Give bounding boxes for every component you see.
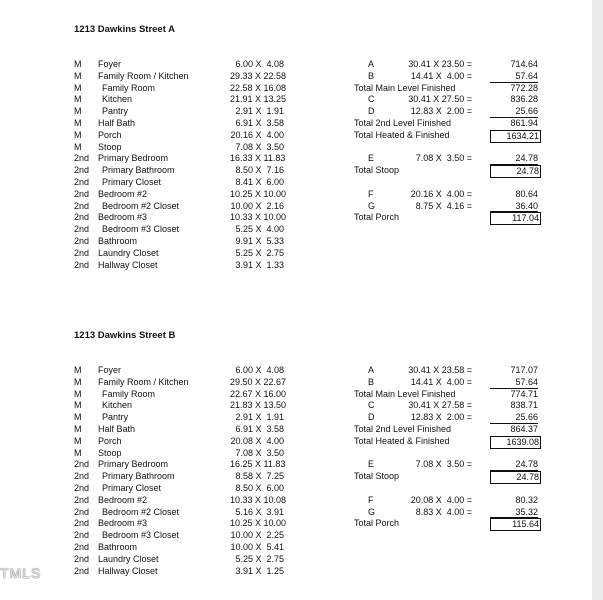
room-dimensions: 29.50 X 22.67 — [230, 376, 287, 387]
room-name: Bedroom #2 Closet — [102, 506, 180, 517]
room-dimensions: 21.83 X 13.50 — [230, 400, 287, 411]
area-calc-row — [0, 518, 560, 530]
area-formula: 14.41 X 4.00 = — [410, 376, 472, 387]
room-name: Hallway Closet — [98, 565, 158, 576]
area-label: Total Heated & Finished — [354, 129, 450, 140]
room-dimensions: 2.91 X 1.91 — [235, 412, 284, 423]
area-calc-row — [0, 118, 560, 130]
area-label: Total Stoop — [354, 165, 400, 176]
area-calc-row — [0, 448, 560, 460]
room-dimensions: 20.08 X 4.00 — [230, 435, 284, 446]
area-calc-row — [0, 94, 560, 106]
room-level: 2nd — [74, 165, 90, 176]
area-value: 717.07 — [510, 365, 538, 375]
area-label: Total Main Level Finished — [354, 388, 456, 399]
area-value: 838.71 — [510, 400, 538, 411]
room-level: 2nd — [74, 471, 90, 482]
area-total-boxed: 1639.08 — [490, 436, 541, 449]
room-name: Foyer — [98, 59, 122, 69]
room-dimensions: 16.33 X 11.83 — [230, 153, 286, 164]
area-label: Total 2nd Level Finished — [354, 118, 452, 128]
room-row — [0, 236, 300, 248]
room-name: Primary Bedroom — [98, 153, 169, 164]
room-name: Kitchen — [102, 94, 133, 105]
room-dimensions: 7.08 X 3.50 — [235, 141, 284, 152]
area-calc-row — [0, 495, 560, 507]
area-value: 774.71 — [510, 388, 538, 399]
room-level: 2nd — [74, 212, 90, 223]
room-level: 2nd — [74, 153, 90, 164]
area-formula: 8.75 X 4.16 = — [415, 200, 472, 211]
area-label: Total Porch — [354, 518, 400, 529]
area-calc-row — [0, 436, 560, 448]
room-level: 2nd — [74, 236, 90, 246]
area-value: 80.32 — [515, 494, 538, 505]
area-calc-row — [0, 365, 560, 377]
area-calc-row — [0, 153, 560, 165]
area-total-boxed: 24.78 — [490, 471, 541, 484]
area-value: 36.40 — [490, 201, 538, 213]
area-value: 714.64 — [510, 59, 538, 69]
room-level: 2nd — [74, 542, 90, 552]
room-dimensions: 6.00 X 4.08 — [235, 59, 284, 69]
area-formula: 30.41 X 23.58 = — [408, 365, 472, 375]
room-level: M — [74, 424, 82, 434]
room-dimensions: 8.50 X 7.16 — [235, 165, 284, 176]
area-calc-row — [0, 483, 560, 495]
room-row — [0, 248, 300, 260]
room-level: M — [74, 82, 82, 93]
area-calc-row — [0, 459, 560, 471]
room-row — [0, 554, 300, 566]
room-row — [0, 566, 300, 578]
room-level: 2nd — [74, 188, 90, 199]
room-name: Bedroom #3 Closet — [102, 224, 180, 235]
room-dimensions: 10.00 X 2.16 — [230, 200, 284, 211]
area-calc-row — [0, 400, 560, 412]
area-calc-row — [0, 106, 560, 118]
room-level: M — [74, 94, 82, 105]
room-name: Laundry Closet — [98, 247, 159, 258]
area-formula: 12.83 X 2.00 = — [410, 412, 472, 423]
room-level: 2nd — [74, 494, 90, 505]
room-level: M — [74, 412, 82, 423]
room-dimensions: 20.16 X 4.00 — [230, 129, 284, 140]
area-total-boxed: 1634.21 — [490, 130, 541, 143]
room-level: 2nd — [74, 530, 90, 541]
area-label: E — [368, 153, 375, 164]
area-formula: 8.83 X 4.00 = — [415, 506, 472, 517]
room-name: Pantry — [102, 412, 129, 423]
room-level: 2nd — [74, 247, 90, 258]
room-level: M — [74, 70, 82, 81]
room-row — [0, 224, 300, 236]
room-name: Laundry Closet — [98, 553, 159, 564]
area-total-boxed: 115.64 — [490, 518, 541, 531]
room-level: M — [74, 118, 82, 128]
room-name: Stoop — [98, 141, 122, 152]
room-dimensions: 2.91 X 1.91 — [235, 106, 284, 117]
section-title: 1213 Dawkins Street A — [74, 24, 176, 35]
room-dimensions: 3.91 X 1.25 — [235, 565, 284, 576]
area-value: 25.66 — [490, 106, 538, 118]
area-calc-row — [0, 201, 560, 213]
room-dimensions: 10.00 X 5.41 — [230, 542, 284, 552]
room-dimensions: 6.91 X 3.58 — [235, 118, 284, 128]
area-label: E — [368, 459, 375, 470]
area-calc-row — [0, 177, 560, 189]
area-label: G — [368, 200, 376, 211]
room-name: Half Bath — [98, 424, 136, 434]
area-label: Total Porch — [354, 212, 400, 223]
room-level: M — [74, 141, 82, 152]
room-name: Family Room — [102, 388, 156, 399]
room-level: 2nd — [74, 177, 90, 187]
room-level: 2nd — [74, 483, 90, 493]
room-level: M — [74, 388, 82, 399]
mls-watermark: TMLS — [0, 565, 42, 581]
area-formula: 12.83 X 2.00 = — [410, 106, 472, 117]
room-name: Family Room — [102, 82, 156, 93]
room-dimensions: 7.08 X 3.50 — [235, 447, 284, 458]
room-name: Primary Bathroom — [102, 165, 175, 176]
room-name: Half Bath — [98, 118, 136, 128]
area-total-boxed: 117.04 — [490, 212, 541, 225]
area-label: C — [368, 400, 375, 411]
area-value: 24.78 — [490, 459, 538, 471]
room-row — [0, 542, 300, 554]
room-level: M — [74, 59, 82, 69]
area-calc-row — [0, 389, 560, 401]
area-label: D — [368, 106, 375, 117]
area-label: G — [368, 506, 376, 517]
area-label: B — [368, 376, 375, 387]
room-name: Bedroom #3 Closet — [102, 530, 180, 541]
room-dimensions: 10.33 X 10.08 — [230, 494, 287, 505]
room-level: M — [74, 376, 82, 387]
room-level: M — [74, 365, 82, 375]
area-value: 836.28 — [510, 94, 538, 105]
room-dimensions: 10.25 X 10.00 — [230, 518, 287, 529]
room-name: Foyer — [98, 365, 122, 375]
room-dimensions: 5.25 X 2.75 — [235, 553, 284, 564]
area-value: 864.37 — [510, 424, 538, 434]
room-dimensions: 8.50 X 6.00 — [235, 483, 284, 493]
room-dimensions: 22.58 X 16.08 — [230, 82, 287, 93]
area-calc-row — [0, 212, 560, 224]
room-dimensions: 8.41 X 6.00 — [235, 177, 284, 187]
room-level: 2nd — [74, 259, 90, 270]
area-formula: 7.08 X 3.50 = — [415, 153, 472, 164]
area-calc-row — [0, 377, 560, 389]
area-value: 80.64 — [515, 188, 538, 199]
room-dimensions: 21.91 X 13.25 — [230, 94, 287, 105]
area-calc-row — [0, 507, 560, 519]
room-dimensions: 8.58 X 7.25 — [235, 471, 284, 482]
room-name: Bathroom — [98, 542, 138, 552]
room-level: M — [74, 435, 82, 446]
room-dimensions: 10.00 X 2.25 — [230, 530, 284, 541]
room-name: Hallway Closet — [98, 259, 158, 270]
room-dimensions: 5.25 X 2.75 — [235, 247, 284, 258]
room-name: Porch — [98, 435, 122, 446]
room-level: 2nd — [74, 518, 90, 529]
area-label: F — [368, 494, 374, 505]
room-name: Bathroom — [98, 236, 138, 246]
room-level: M — [74, 106, 82, 117]
area-label: Total Main Level Finished — [354, 82, 456, 93]
area-value: 35.32 — [490, 507, 538, 519]
room-name: Family Room / Kitchen — [98, 376, 189, 387]
area-label: D — [368, 412, 375, 423]
room-level: 2nd — [74, 224, 90, 235]
area-label: A — [368, 59, 375, 69]
area-label: Total 2nd Level Finished — [354, 424, 452, 434]
area-calc-row — [0, 412, 560, 424]
room-dimensions: 6.91 X 3.58 — [235, 424, 284, 434]
room-row — [0, 530, 300, 542]
room-level: 2nd — [74, 459, 90, 470]
room-dimensions: 5.16 X 3.91 — [235, 506, 284, 517]
area-calc-row — [0, 130, 560, 142]
room-level: 2nd — [74, 565, 90, 576]
area-value: 25.66 — [490, 412, 538, 424]
area-total-boxed: 24.78 — [490, 165, 541, 178]
area-formula: 30.41 X 23.50 = — [408, 59, 472, 69]
area-calc-row — [0, 59, 560, 71]
room-name: Primary Closet — [102, 483, 162, 493]
room-name: Primary Bedroom — [98, 459, 169, 470]
area-calc-row — [0, 165, 560, 177]
room-dimensions: 10.33 X 10.00 — [230, 212, 287, 223]
room-name: Bedroom #2 — [98, 188, 148, 199]
room-level: 2nd — [74, 506, 90, 517]
area-calc-row — [0, 83, 560, 95]
room-row — [0, 260, 300, 272]
area-calc-row — [0, 424, 560, 436]
room-dimensions: 29.33 X 22.58 — [230, 70, 287, 81]
area-value: 772.28 — [510, 82, 538, 93]
area-calc-row — [0, 189, 560, 201]
area-value: 57.64 — [490, 71, 538, 83]
room-level: M — [74, 129, 82, 140]
area-value: 861.94 — [510, 118, 538, 128]
room-name: Bedroom #3 — [98, 212, 148, 223]
room-dimensions: 10.25 X 10.00 — [230, 188, 287, 199]
room-level: 2nd — [74, 553, 90, 564]
area-formula: 14.41 X 4.00 = — [410, 70, 472, 81]
room-level: M — [74, 400, 82, 411]
room-name: Family Room / Kitchen — [98, 70, 189, 81]
area-calc-row — [0, 142, 560, 154]
room-dimensions: 6.00 X 4.08 — [235, 365, 284, 375]
area-label: C — [368, 94, 375, 105]
area-calc-row — [0, 471, 560, 483]
area-formula: 30.41 X 27.50 = — [408, 94, 472, 105]
room-dimensions: 5.25 X 4.00 — [235, 224, 284, 235]
room-name: Bedroom #2 — [98, 494, 148, 505]
area-label: B — [368, 70, 375, 81]
area-value: 57.64 — [490, 377, 538, 389]
area-value: 24.78 — [490, 153, 538, 165]
room-dimensions: 3.91 X 1.33 — [235, 259, 284, 270]
area-label: Total Heated & Finished — [354, 435, 450, 446]
room-dimensions: 22.67 X 16.00 — [230, 388, 287, 399]
room-name: Bedroom #2 Closet — [102, 200, 180, 211]
area-calc-row — [0, 71, 560, 83]
area-label: Total Stoop — [354, 471, 400, 482]
room-name: Pantry — [102, 106, 129, 117]
room-name: Primary Closet — [102, 177, 162, 187]
room-level: 2nd — [74, 200, 90, 211]
area-label: F — [368, 188, 374, 199]
area-formula: 7.08 X 3.50 = — [415, 459, 472, 470]
room-name: Porch — [98, 129, 122, 140]
room-dimensions: 9.91 X 5.33 — [235, 236, 284, 246]
area-formula: 30.41 X 27.58 = — [408, 400, 472, 411]
area-formula: 20.16 X 4.00 = — [410, 188, 472, 199]
room-name: Primary Bathroom — [102, 471, 175, 482]
area-formula: 20.08 X 4.00 = — [410, 494, 472, 505]
room-name: Kitchen — [102, 400, 133, 411]
room-name: Bedroom #3 — [98, 518, 148, 529]
section-title: 1213 Dawkins Street B — [74, 330, 176, 341]
room-dimensions: 16.25 X 11.83 — [230, 459, 286, 470]
room-level: M — [74, 447, 82, 458]
room-name: Stoop — [98, 447, 122, 458]
area-label: A — [368, 365, 375, 375]
